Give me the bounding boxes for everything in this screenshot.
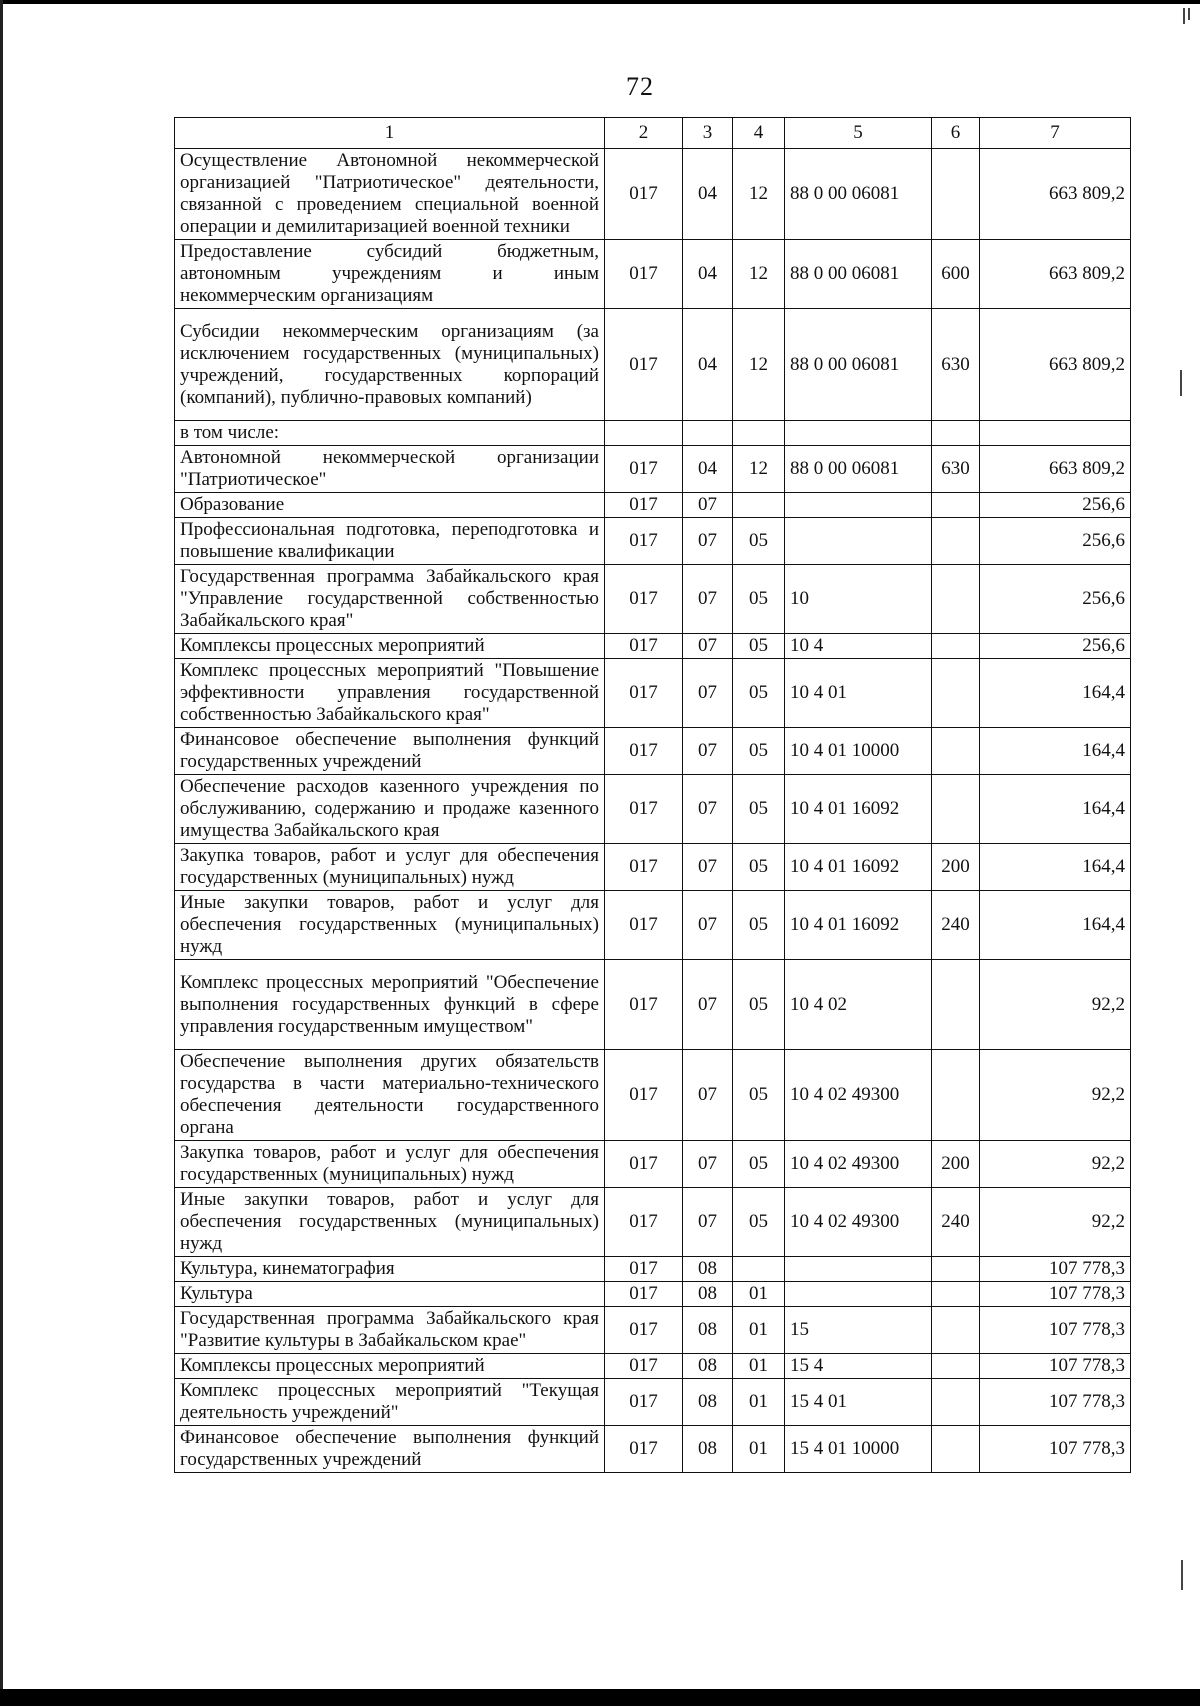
row-amount-cell: 256,6 [980,493,1131,518]
table-row [175,891,1131,960]
row-subsection-cell: 12 [733,240,785,309]
row-code-cell: 017 [605,1354,683,1379]
row-subsection-cell: 05 [733,518,785,565]
table-row [175,240,1131,309]
row-target-cell: 10 4 01 16092 [785,844,932,891]
row-name-cell: Закупка товаров, работ и услуг для обеспечения государственных (муниципальных) нужд [175,1141,605,1188]
row-subsection-cell: 05 [733,1050,785,1141]
row-code-cell: 017 [605,891,683,960]
header-row [175,118,1131,149]
row-section-cell: 04 [683,240,733,309]
row-section-cell: 07 [683,844,733,891]
table-row [175,1050,1131,1141]
table-row [175,518,1131,565]
table-row [175,1188,1131,1257]
row-amount-cell [980,421,1131,446]
row-name-cell: Комплекс процессных мероприятий "Повышение эффективности управления государственной собственностью Забайкальского края" [175,659,605,728]
table-row [175,960,1131,1050]
row-target-cell: 15 4 01 [785,1379,932,1426]
row-section-cell: 04 [683,446,733,493]
row-name-cell: Культура [175,1282,605,1307]
row-target-cell [785,518,932,565]
row-type-cell: 200 [932,1141,980,1188]
table-row [175,775,1131,844]
row-name-cell: Финансовое обеспечение выполнения функций государственных учреждений [175,1426,605,1473]
row-subsection-cell: 05 [733,565,785,634]
row-type-cell [932,1282,980,1307]
row-code-cell: 017 [605,240,683,309]
row-type-cell [932,1354,980,1379]
row-code-cell: 017 [605,309,683,421]
row-section-cell: 07 [683,775,733,844]
table-row [175,1354,1131,1379]
row-amount-cell: 164,4 [980,844,1131,891]
row-subsection-cell: 05 [733,1141,785,1188]
row-amount-cell: 107 778,3 [980,1282,1131,1307]
row-name-cell: Культура, кинематография [175,1257,605,1282]
row-target-cell [785,421,932,446]
row-type-cell: 240 [932,1188,980,1257]
row-code-cell: 017 [605,1379,683,1426]
row-section-cell: 04 [683,149,733,240]
row-code-cell: 017 [605,728,683,775]
row-section-cell: 07 [683,1188,733,1257]
row-name-cell: Образование [175,493,605,518]
row-subsection-cell: 12 [733,309,785,421]
row-amount-cell: 107 778,3 [980,1307,1131,1354]
row-code-cell: 017 [605,149,683,240]
row-type-cell [932,421,980,446]
row-amount-cell: 164,4 [980,775,1131,844]
row-code-cell: 017 [605,1282,683,1307]
row-subsection-cell: 01 [733,1307,785,1354]
scan-border-top [0,0,1200,4]
row-type-cell [932,565,980,634]
row-section-cell: 08 [683,1354,733,1379]
row-subsection-cell: 05 [733,634,785,659]
row-target-cell: 15 4 [785,1354,932,1379]
row-section-cell: 08 [683,1257,733,1282]
row-code-cell: 017 [605,446,683,493]
row-type-cell: 600 [932,240,980,309]
table-row [175,659,1131,728]
row-subsection-cell: 05 [733,728,785,775]
table-row [175,149,1131,240]
row-type-cell [932,659,980,728]
row-subsection-cell [733,421,785,446]
row-target-cell: 10 [785,565,932,634]
row-name-cell: в том числе: [175,421,605,446]
scan-border-left [0,0,3,1706]
table-body [175,149,1131,1473]
row-name-cell: Государственная программа Забайкальского края "Управление государственной собственностью Забайкальского края" [175,565,605,634]
row-code-cell [605,421,683,446]
row-section-cell: 08 [683,1282,733,1307]
column-header: 5 [785,118,932,149]
table-row [175,1379,1131,1426]
scan-mark [1183,8,1185,24]
row-amount-cell: 256,6 [980,565,1131,634]
row-target-cell: 10 4 02 49300 [785,1188,932,1257]
row-type-cell [932,1257,980,1282]
row-code-cell: 017 [605,960,683,1050]
column-header: 4 [733,118,785,149]
budget-table [174,117,1131,1473]
row-code-cell: 017 [605,659,683,728]
row-section-cell: 08 [683,1379,733,1426]
row-target-cell: 10 4 02 49300 [785,1141,932,1188]
row-target-cell: 15 4 01 10000 [785,1426,932,1473]
row-target-cell: 15 [785,1307,932,1354]
row-target-cell: 10 4 [785,634,932,659]
row-subsection-cell: 01 [733,1282,785,1307]
row-target-cell: 10 4 01 16092 [785,891,932,960]
row-code-cell: 017 [605,844,683,891]
row-subsection-cell: 01 [733,1379,785,1426]
row-amount-cell: 164,4 [980,659,1131,728]
column-header: 3 [683,118,733,149]
row-code-cell: 017 [605,634,683,659]
row-amount-cell: 663 809,2 [980,309,1131,421]
row-subsection-cell: 05 [733,659,785,728]
table-row [175,1257,1131,1282]
table-row [175,844,1131,891]
row-code-cell: 017 [605,1257,683,1282]
row-section-cell: 07 [683,493,733,518]
row-target-cell: 10 4 01 10000 [785,728,932,775]
table-row [175,446,1131,493]
row-amount-cell: 92,2 [980,1050,1131,1141]
row-amount-cell: 164,4 [980,891,1131,960]
row-target-cell: 10 4 02 49300 [785,1050,932,1141]
row-code-cell: 017 [605,1307,683,1354]
row-target-cell: 88 0 00 06081 [785,309,932,421]
row-section-cell: 07 [683,1141,733,1188]
row-section-cell: 07 [683,1050,733,1141]
row-subsection-cell: 01 [733,1426,785,1473]
row-subsection-cell: 05 [733,775,785,844]
column-header: 2 [605,118,683,149]
table-row [175,309,1131,421]
column-header: 7 [980,118,1131,149]
row-section-cell: 04 [683,309,733,421]
row-name-cell: Финансовое обеспечение выполнения функций государственных учреждений [175,728,605,775]
row-section-cell: 07 [683,518,733,565]
scan-mark [1181,1560,1183,1590]
row-subsection-cell: 05 [733,1188,785,1257]
table-row [175,728,1131,775]
table-row [175,421,1131,446]
row-code-cell: 017 [605,493,683,518]
row-subsection-cell: 01 [733,1354,785,1379]
row-target-cell: 88 0 00 06081 [785,149,932,240]
column-header: 1 [175,118,605,149]
row-section-cell [683,421,733,446]
row-section-cell: 07 [683,891,733,960]
row-code-cell: 017 [605,518,683,565]
row-type-cell [932,775,980,844]
row-code-cell: 017 [605,775,683,844]
row-section-cell: 08 [683,1307,733,1354]
row-code-cell: 017 [605,1188,683,1257]
column-header: 6 [932,118,980,149]
row-amount-cell: 663 809,2 [980,240,1131,309]
scan-mark [1188,8,1190,20]
row-type-cell [932,1379,980,1426]
row-type-cell [932,149,980,240]
row-type-cell: 630 [932,446,980,493]
row-section-cell: 07 [683,659,733,728]
row-type-cell [932,1307,980,1354]
row-amount-cell: 107 778,3 [980,1379,1131,1426]
row-type-cell [932,1426,980,1473]
row-section-cell: 07 [683,960,733,1050]
row-amount-cell: 663 809,2 [980,446,1131,493]
table-row [175,1307,1131,1354]
row-amount-cell: 663 809,2 [980,149,1131,240]
row-target-cell [785,493,932,518]
row-code-cell: 017 [605,1050,683,1141]
row-amount-cell: 256,6 [980,518,1131,565]
row-code-cell: 017 [605,1426,683,1473]
row-name-cell: Закупка товаров, работ и услуг для обеспечения государственных (муниципальных) нужд [175,844,605,891]
row-section-cell: 07 [683,634,733,659]
row-name-cell: Обеспечение выполнения других обязательств государства в части материально-технического обеспечения деятельности государственного органа [175,1050,605,1141]
row-amount-cell: 92,2 [980,1188,1131,1257]
row-name-cell: Иные закупки товаров, работ и услуг для обеспечения государственных (муниципальных) нужд [175,1188,605,1257]
row-name-cell: Обеспечение расходов казенного учреждения по обслуживанию, содержанию и продаже казенного имущества Забайкальского края [175,775,605,844]
row-target-cell [785,1257,932,1282]
row-code-cell: 017 [605,565,683,634]
row-target-cell [785,1282,932,1307]
row-type-cell [932,728,980,775]
table-row [175,1141,1131,1188]
row-name-cell: Комплекс процессных мероприятий "Текущая деятельность учреждений" [175,1379,605,1426]
row-type-cell [932,493,980,518]
row-subsection-cell [733,1257,785,1282]
row-amount-cell: 92,2 [980,960,1131,1050]
row-type-cell: 200 [932,844,980,891]
row-amount-cell: 107 778,3 [980,1354,1131,1379]
row-subsection-cell: 05 [733,891,785,960]
row-name-cell: Автономной некоммерческой организации "Патриотическое" [175,446,605,493]
row-name-cell: Осуществление Автономной некоммерческой организацией "Патриотическое" деятельности, связанной с проведением специальной военной операции и демилитаризацией военной техники [175,149,605,240]
row-name-cell: Профессиональная подготовка, переподготовка и повышение квалификации [175,518,605,565]
row-type-cell: 630 [932,309,980,421]
row-target-cell: 10 4 01 16092 [785,775,932,844]
row-subsection-cell: 12 [733,446,785,493]
row-amount-cell: 92,2 [980,1141,1131,1188]
row-type-cell [932,518,980,565]
row-subsection-cell: 05 [733,844,785,891]
scan-mark [1180,370,1182,396]
row-name-cell: Предоставление субсидий бюджетным, автономным учреждениям и иным некоммерческим организациям [175,240,605,309]
row-amount-cell: 256,6 [980,634,1131,659]
row-amount-cell: 107 778,3 [980,1426,1131,1473]
table-row [175,634,1131,659]
row-target-cell: 88 0 00 06081 [785,446,932,493]
row-name-cell: Субсидии некоммерческим организациям (за исключением государственных (муниципальных) учреждений, государственных корпораций (компаний), публично-правовых компаний) [175,309,605,421]
table-row [175,565,1131,634]
row-subsection-cell: 12 [733,149,785,240]
row-subsection-cell [733,493,785,518]
row-amount-cell: 107 778,3 [980,1257,1131,1282]
row-name-cell: Иные закупки товаров, работ и услуг для обеспечения государственных (муниципальных) нужд [175,891,605,960]
row-section-cell: 07 [683,728,733,775]
row-section-cell: 08 [683,1426,733,1473]
row-amount-cell: 164,4 [980,728,1131,775]
table-row [175,1426,1131,1473]
row-name-cell: Комплексы процессных мероприятий [175,1354,605,1379]
row-target-cell: 10 4 02 [785,960,932,1050]
row-type-cell: 240 [932,891,980,960]
table-row [175,493,1131,518]
row-target-cell: 88 0 00 06081 [785,240,932,309]
table-row [175,1282,1131,1307]
row-code-cell: 017 [605,1141,683,1188]
row-name-cell: Государственная программа Забайкальского края "Развитие культуры в Забайкальском крае" [175,1307,605,1354]
row-type-cell [932,1050,980,1141]
row-type-cell [932,634,980,659]
row-name-cell: Комплексы процессных мероприятий [175,634,605,659]
row-name-cell: Комплекс процессных мероприятий "Обеспечение выполнения государственных функций в сфере управления государственным имуществом" [175,960,605,1050]
scan-border-bottom [0,1689,1200,1706]
row-section-cell: 07 [683,565,733,634]
row-subsection-cell: 05 [733,960,785,1050]
row-type-cell [932,960,980,1050]
page-number: 72 [626,72,654,101]
row-target-cell: 10 4 01 [785,659,932,728]
